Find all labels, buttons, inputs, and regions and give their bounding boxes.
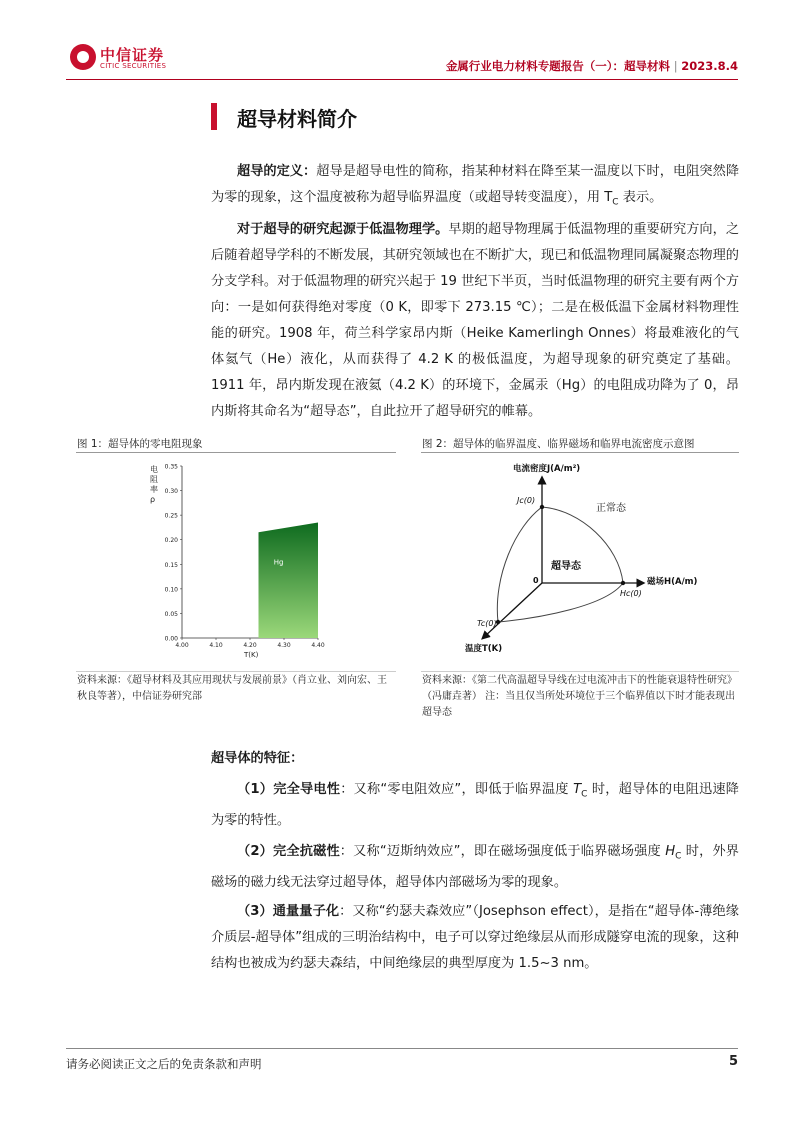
hg-resistance-area [250, 523, 318, 639]
figure1-source: 资料来源：《超导材料及其应用现状与发展前景》（肖立业、刘向宏、王秋良等著），中信证券研究部 [77, 675, 387, 702]
features-heading: 超导体的特征： [211, 751, 304, 766]
figure2-source: 资料来源：《第二代高温超导导线在过电流冲击下的性能衰退特性研究》（冯庸垚著） 注：当且仅当所处环境位于三个临界值以下时才能表现出超导态 [422, 675, 737, 718]
figure1-top-rule [76, 452, 396, 453]
origin-label: 0 [533, 576, 539, 585]
y-tick-label: 0.20 [164, 537, 178, 545]
jc-label: Jc(0) [517, 496, 536, 505]
x-tick-label: 4.00 [175, 642, 189, 649]
critical-surface-diagram [421, 456, 739, 666]
hc-point [621, 581, 625, 585]
y-tick-label: 0.10 [164, 586, 178, 594]
figure2-top-rule [421, 452, 739, 453]
history-lead: 对于超导的研究起源于低温物理学。 [237, 222, 449, 237]
logo-text-cn: 中信证券 [100, 46, 165, 64]
y-tick-label: 0.00 [164, 635, 178, 643]
y-tick-label: 0.30 [164, 488, 178, 496]
superconducting-state-label: 超导态 [551, 561, 581, 572]
boundary-t-h [498, 583, 623, 622]
h-axis-label: 磁场H(A/m) [647, 577, 698, 587]
definition-paragraph: 超导的定义：超导是超导电性的简称，指某种材料在降至某一温度以下时，电阻突然降为零的现象，这个温度被称为超导临界温度（或超导转变温度），用 $T_C$ 表示。 [211, 164, 740, 208]
j-axis-label: 电流密度J(A/m²) [513, 464, 581, 474]
hc-label: Hc(0) [620, 589, 642, 598]
tc-label: Tc(0) [477, 619, 497, 628]
figure2-caption: 图 2：超导体的临界温度、临界磁场和临界电流密度示意图 [422, 438, 695, 450]
x-tick-label: 4.10 [209, 642, 223, 649]
logo-text-en: CITIC SECURITIES [100, 62, 167, 70]
y-axis-label [150, 464, 158, 504]
feature-title: 完全抗磁性 [273, 844, 340, 859]
y-tick-label: 0.25 [164, 512, 178, 520]
y-axis-label-char: 电 [150, 465, 158, 474]
series-label-hg: Hg [273, 558, 284, 567]
resistance-chart [140, 458, 340, 668]
t-axis-label: 温度T(K) [465, 644, 503, 654]
report-date: 2023.8.4 [681, 59, 738, 73]
footer-divider [66, 1048, 738, 1049]
x-axis-label: T(K) [244, 651, 259, 659]
x-tick-label: 4.20 [243, 642, 257, 649]
x-tick-label: 4.40 [311, 642, 325, 649]
feature-title: 通量量子化 [272, 904, 340, 919]
figure2-bottom-rule [421, 671, 739, 672]
feature-item: （1）完全导电性：又称“零电阻效应”，即低于临界温度 $T_C$ 时，超导体的电阻迅速降为零的特性。 [211, 782, 739, 828]
feature-title: 完全导电性 [273, 782, 341, 797]
logo-mark [70, 44, 96, 70]
definition-lead: 超导的定义： [237, 164, 317, 179]
footer-disclaimer: 请务必阅读正文之后的免责条款和声明 [66, 1057, 262, 1071]
feature-item: （3）通量量子化：又称“约瑟夫森效应”（Josephson effect），是指在“超导体-薄绝缘介质层-超导体”组成的三明治结构中，电子可以穿过绝缘层从而形成隧穿电流的现象，这种结构也被成为约瑟夫森结，中间绝缘层的典型厚度为 1.5~3 nm。 [211, 904, 739, 971]
y-axis-label-char: 率 [150, 485, 158, 494]
figure1-bottom-rule [76, 671, 396, 672]
x-tick-label: 4.30 [277, 642, 291, 649]
figure1-caption: 图 1：超导体的零电阻现象 [77, 438, 203, 450]
report-header: 金属行业电力材料专题报告（一）：超导材料 | 2023.8.4 [445, 59, 738, 73]
page-number: 5 [728, 1054, 738, 1069]
section-title: 超导材料简介 [237, 107, 357, 131]
jc-point [540, 505, 544, 509]
y-tick-label: 0.35 [164, 463, 178, 471]
header-divider [66, 79, 738, 80]
y-axis-label-char: 阻 [150, 475, 158, 484]
feature-item: （2）完全抗磁性：又称“迈斯纳效应”，即在磁场强度低于临界磁场强度 $H_C$ 时，外界磁场的磁力线无法穿过超导体，超导体内部磁场为零的现象。 [211, 844, 739, 890]
report-title: 金属行业电力材料专题报告（一）：超导材料 [445, 59, 671, 73]
y-tick-label: 0.05 [164, 610, 178, 618]
boundary-j-t [497, 507, 542, 622]
history-paragraph: 对于超导的研究起源于低温物理学。早期的超导物理属于低温物理的重要研究方向，之后随着超导学科的不断发展，其研究领域也在不断扩大，现已和低温物理同属凝聚态物理的分支学科。对于低温物理的研究兴起于 19 世纪下半页，当时低温物理的研究主要有两个方向：一是如何获得绝对零度（0 K，即零下 273.15 ℃）；二是在极低温下金属材料物理性能的研究。1908 年，荷兰科学家昂内斯（Heike Kamerlingh Onnes）将最难液化的气体氦气（He）液化，从而获得了 4.2 K 的极低温度，为超导现象的研究奠定了基础。1911 年，昂内斯发现在液氦（4.2 K）的环境下，金属汞（Hg）的电阻成功降为了 0，昂内斯将其命名为“超导态”，自此拉开了超导研究的帷幕。 [211, 222, 740, 419]
y-axis-label-char: ρ [150, 495, 156, 504]
normal-state-label: 正常态 [596, 503, 626, 514]
y-tick-label: 0.15 [164, 561, 178, 569]
section-marker [211, 103, 217, 130]
t-axis [483, 583, 542, 638]
